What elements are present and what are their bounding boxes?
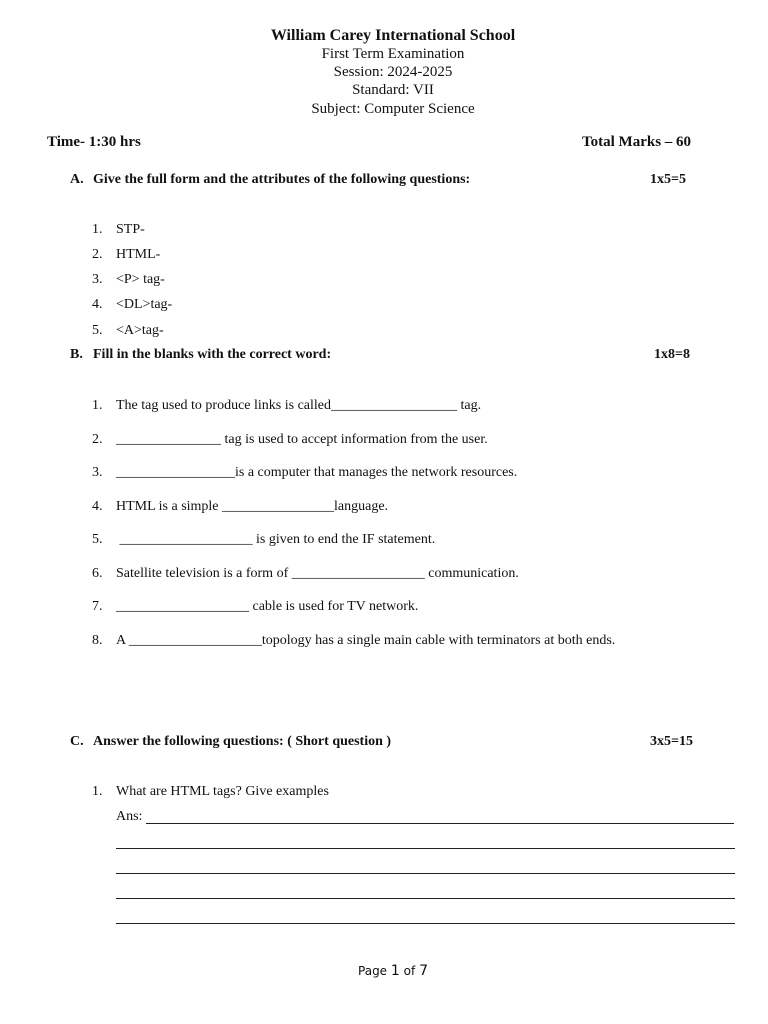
total-marks: Total Marks – 60 bbox=[582, 134, 692, 150]
section-b-marks: 1x8=8 bbox=[654, 347, 690, 362]
list-item-number: 3. bbox=[92, 465, 103, 480]
list-item: Satellite television is a form of ___________________ communication. bbox=[116, 566, 519, 581]
session: Session: 2024-2025 bbox=[333, 64, 453, 80]
of-word: of bbox=[403, 964, 416, 978]
list-item-number: 6. bbox=[92, 566, 103, 581]
exam-title: First Term Examination bbox=[321, 46, 465, 62]
list-item-number: 4. bbox=[92, 297, 103, 312]
section-a-marks: 1x5=5 bbox=[650, 172, 686, 187]
section-c-title: Answer the following questions: ( Short question ) bbox=[93, 734, 392, 749]
list-item: HTML is a simple ________________language. bbox=[116, 499, 389, 514]
section-a-title: Give the full form and the attributes of the following questions: bbox=[93, 172, 471, 187]
list-item: <A>tag- bbox=[116, 323, 164, 338]
section-c-marks: 3x5=15 bbox=[650, 734, 693, 749]
list-item-number: 2. bbox=[92, 432, 103, 447]
list-item: STP- bbox=[116, 222, 145, 237]
page-total: 7 bbox=[419, 963, 428, 979]
list-item: _________________is a computer that manages the network resources. bbox=[116, 465, 518, 480]
list-item: _______________ tag is used to accept information from the user. bbox=[116, 432, 488, 447]
section-c-letter: C. bbox=[70, 734, 84, 749]
answer-line bbox=[146, 823, 734, 824]
list-item-number: 3. bbox=[92, 272, 103, 287]
list-item: ___________________ is given to end the IF statement. bbox=[116, 532, 436, 547]
list-item-number: 5. bbox=[92, 323, 103, 338]
list-item-number: 8. bbox=[92, 633, 103, 648]
page-footer bbox=[0, 963, 768, 979]
list-item: The tag used to produce links is called__________________ tag. bbox=[116, 398, 482, 413]
answer-line bbox=[116, 873, 735, 874]
answer-line bbox=[116, 923, 735, 924]
section-b-title: Fill in the blanks with the correct word: bbox=[93, 347, 332, 362]
standard: Standard: VII bbox=[352, 82, 434, 98]
list-item-number: 1. bbox=[92, 398, 103, 413]
list-item-number: 4. bbox=[92, 499, 103, 514]
answer-label: Ans: bbox=[116, 809, 143, 824]
section-a-letter: A. bbox=[70, 172, 84, 187]
list-item: A ___________________topology has a single main cable with terminators at both ends. bbox=[116, 633, 616, 648]
page-word: Page bbox=[358, 964, 388, 978]
question-number: 1. bbox=[92, 784, 103, 799]
list-item: ___________________ cable is used for TV network. bbox=[116, 599, 419, 614]
list-item-number: 7. bbox=[92, 599, 103, 614]
list-item: HTML- bbox=[116, 247, 161, 262]
section-b-letter: B. bbox=[70, 347, 83, 362]
answer-line bbox=[116, 848, 735, 849]
list-item-number: 1. bbox=[92, 222, 103, 237]
school-name: William Carey International School bbox=[270, 27, 516, 44]
list-item: <P> tag- bbox=[116, 272, 165, 287]
answer-line bbox=[116, 898, 735, 899]
question-text: What are HTML tags? Give examples bbox=[116, 784, 329, 799]
list-item-number: 5. bbox=[92, 532, 103, 547]
page-number: 1 bbox=[390, 963, 400, 979]
exam-time: Time- 1:30 hrs bbox=[47, 134, 141, 150]
list-item-number: 2. bbox=[92, 247, 103, 262]
list-item: <DL>tag- bbox=[116, 297, 173, 312]
subject: Subject: Computer Science bbox=[311, 101, 475, 117]
